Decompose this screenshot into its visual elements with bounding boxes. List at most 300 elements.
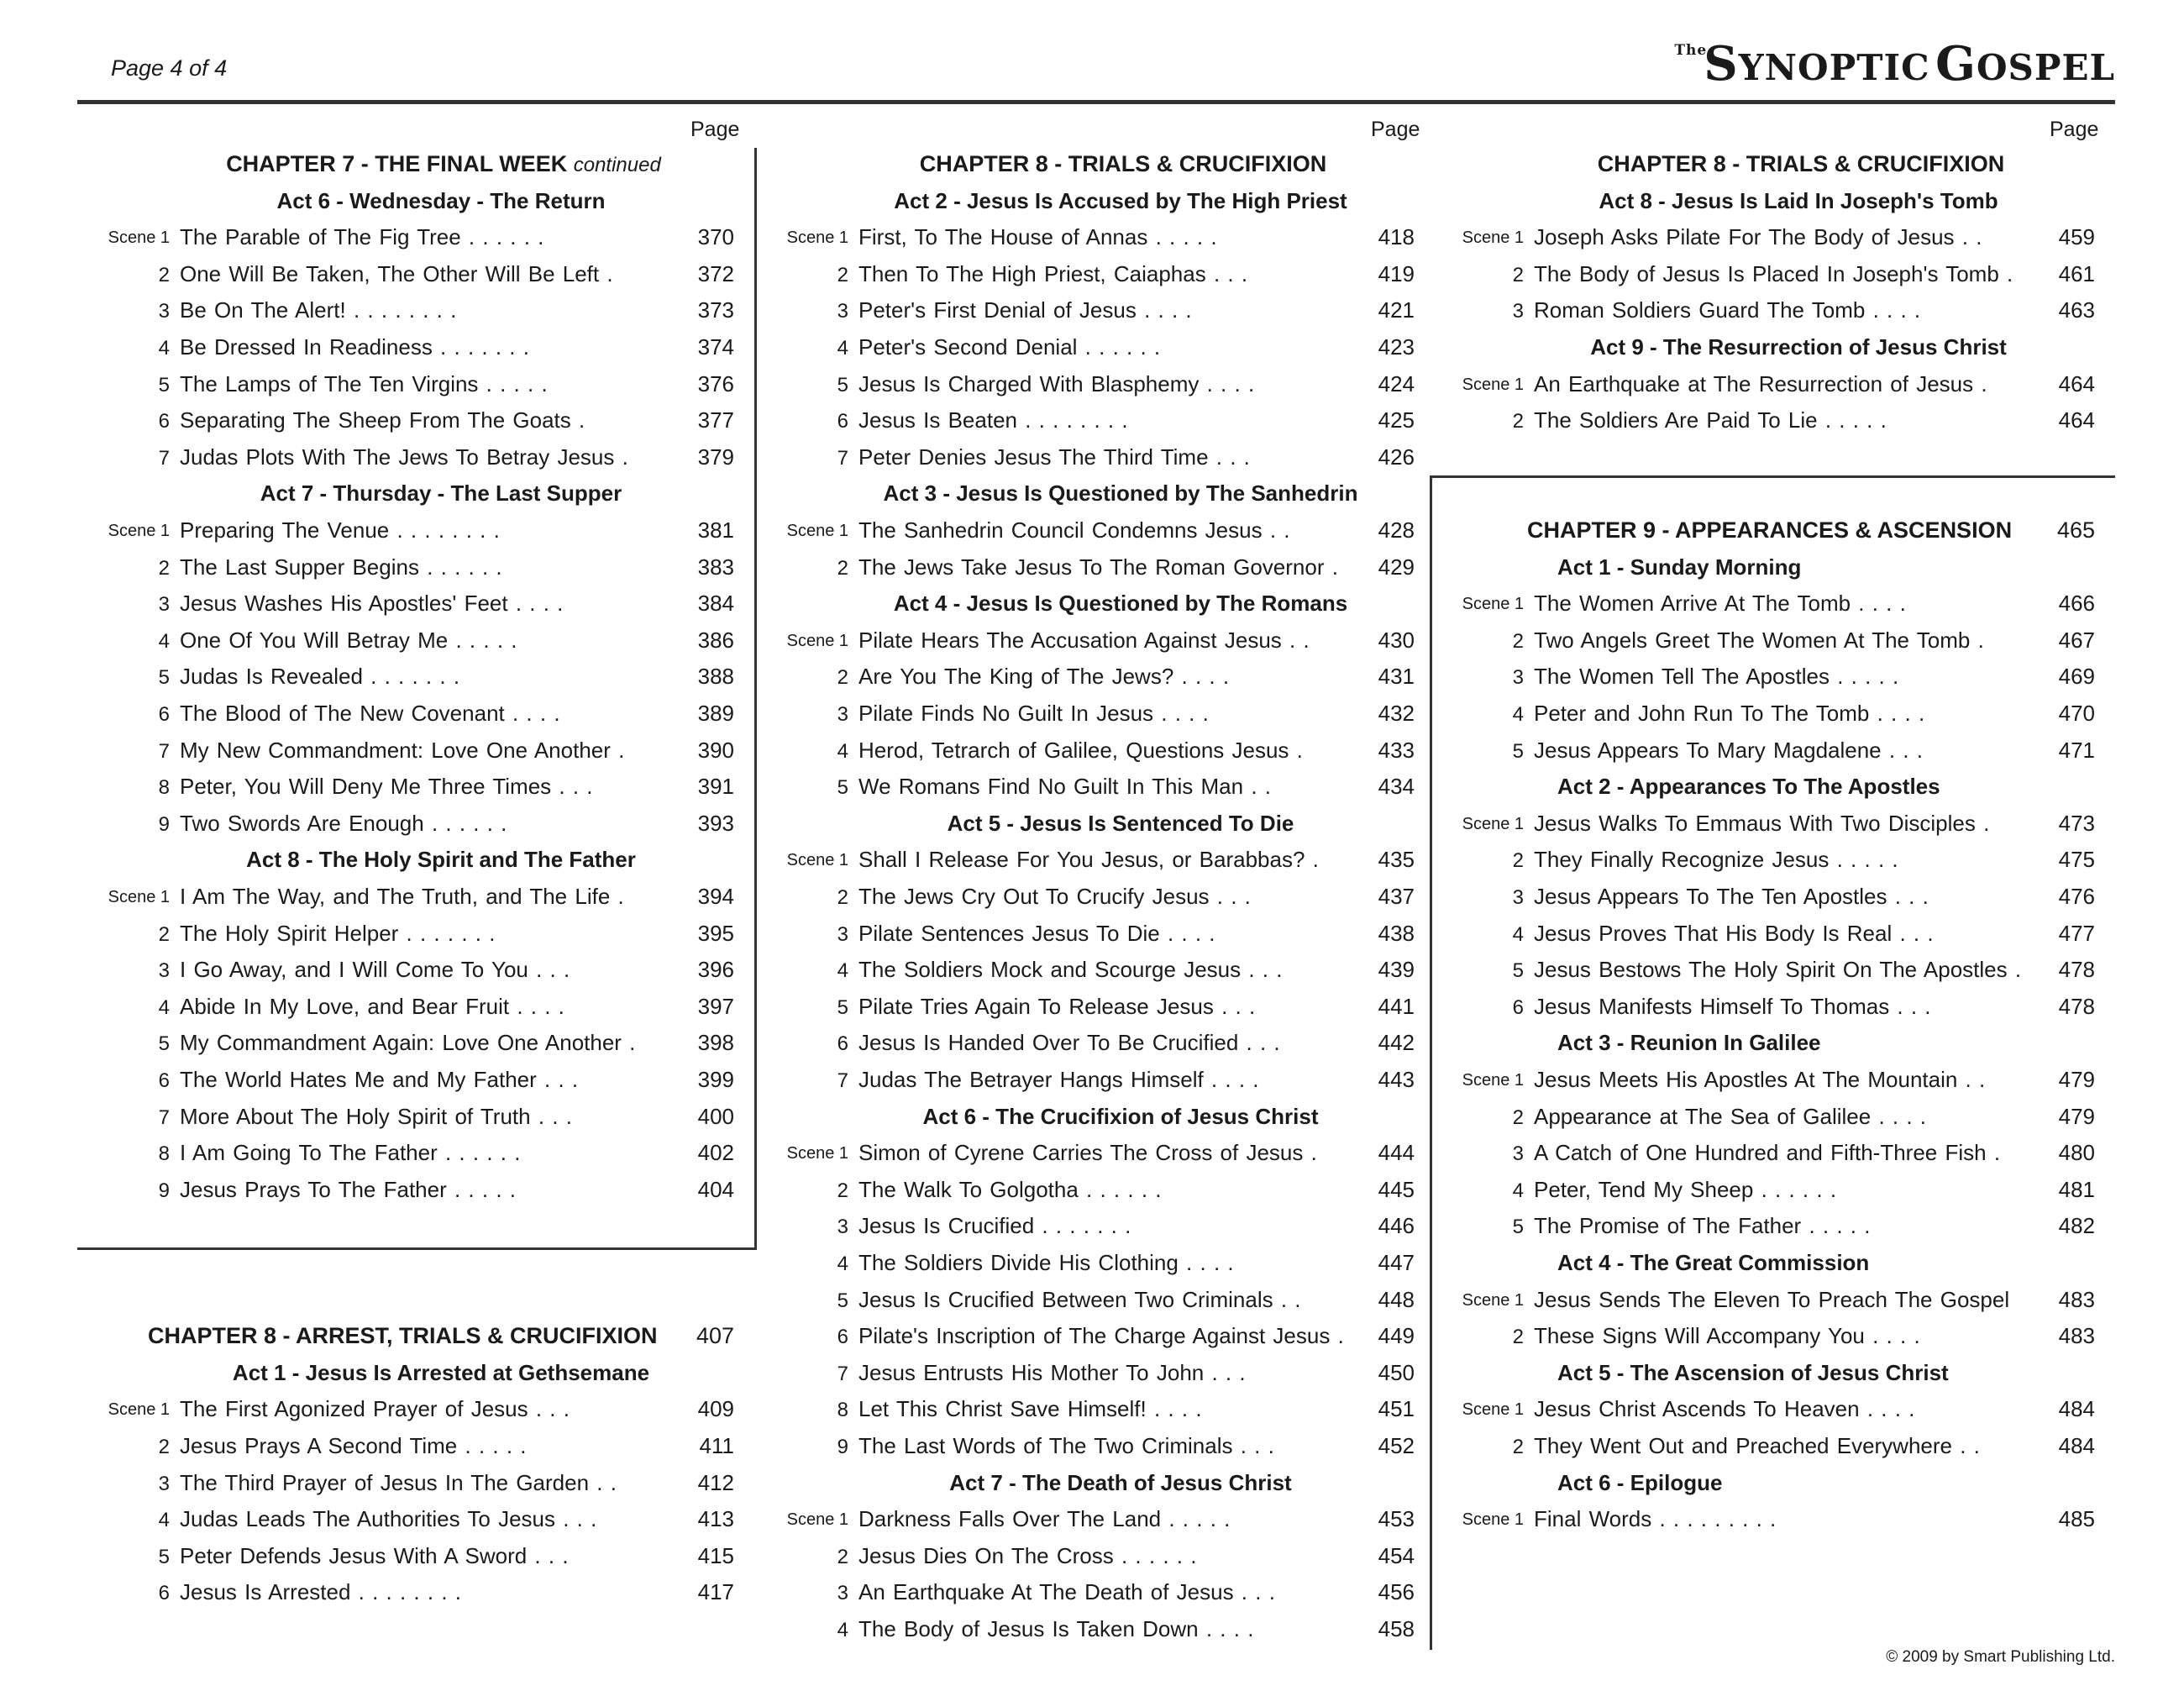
toc-entry[interactable] bbox=[756, 1393, 1435, 1429]
scene-number: 4 bbox=[158, 1509, 170, 1532]
toc-entry[interactable] bbox=[77, 331, 754, 367]
page-number: 377 bbox=[697, 407, 734, 433]
scene-number: 2 bbox=[1512, 263, 1524, 286]
page-number: 454 bbox=[1378, 1542, 1415, 1568]
page-number: 393 bbox=[697, 810, 734, 836]
scene-title: Peter, You Will Deny Me Three Times . . . bbox=[180, 774, 593, 800]
toc-entry[interactable] bbox=[756, 1063, 1435, 1100]
toc-entry[interactable] bbox=[756, 514, 1435, 550]
page-number: 426 bbox=[1378, 444, 1415, 470]
act-heading bbox=[756, 185, 1435, 221]
toc-entry[interactable] bbox=[756, 990, 1435, 1027]
toc-entry[interactable] bbox=[1431, 917, 2115, 953]
act-title: Act 4 - The Great Commission bbox=[1557, 1250, 1870, 1275]
page-number: 459 bbox=[2058, 224, 2095, 250]
scene-number: 5 bbox=[158, 666, 170, 690]
chapter-title: CHAPTER 7 - THE FINAL WEEK bbox=[226, 151, 568, 176]
toc-entry[interactable] bbox=[1431, 843, 2115, 880]
page-number: 471 bbox=[2058, 737, 2095, 763]
scene-number: 7 bbox=[158, 1105, 170, 1129]
page-number: 428 bbox=[1378, 517, 1415, 543]
page-number: 391 bbox=[697, 774, 734, 800]
chapter-title: CHAPTER 8 - ARREST, TRIALS & CRUCIFIXION bbox=[148, 1323, 658, 1349]
toc-entry[interactable] bbox=[1431, 1320, 2115, 1356]
scene-number: 3 bbox=[1512, 1142, 1524, 1166]
scene-title: Jesus Meets His Apostles At The Mountain . . bbox=[1534, 1067, 1986, 1092]
chapter-heading bbox=[756, 148, 1435, 184]
toc-entry[interactable] bbox=[756, 1613, 1435, 1649]
scene-label: Scene 1 bbox=[786, 522, 848, 540]
page-column-label: Page bbox=[690, 118, 740, 141]
toc-entry[interactable] bbox=[1431, 1430, 2115, 1466]
toc-entry[interactable] bbox=[756, 1284, 1435, 1320]
page-number: 421 bbox=[1378, 297, 1415, 323]
toc-entry[interactable] bbox=[756, 880, 1435, 916]
scene-number: 2 bbox=[837, 886, 848, 909]
toc-entry[interactable] bbox=[756, 1357, 1435, 1393]
scene-number: 4 bbox=[837, 1619, 848, 1641]
scene-number: 2 bbox=[837, 666, 848, 690]
act-title: Act 1 - Jesus Is Arrested at Gethsemane bbox=[232, 1359, 650, 1385]
scene-title: Judas The Betrayer Hangs Himself . . . . bbox=[858, 1067, 1259, 1092]
scene-title: These Signs Will Accompany You . . . . bbox=[1534, 1323, 1920, 1349]
toc-entry[interactable] bbox=[756, 917, 1435, 953]
scene-number: 5 bbox=[837, 373, 848, 396]
scene-number: 3 bbox=[1512, 300, 1524, 323]
toc-entry[interactable] bbox=[1431, 221, 2115, 257]
toc-entry[interactable] bbox=[756, 368, 1435, 404]
toc-entry[interactable] bbox=[77, 441, 754, 477]
toc-entry[interactable] bbox=[756, 1174, 1435, 1210]
scene-title: We Romans Find No Guilt In This Man . . bbox=[858, 774, 1272, 800]
act-title: Act 5 - The Ascension of Jesus Christ bbox=[1557, 1359, 1949, 1385]
page-number: 383 bbox=[697, 554, 734, 580]
scene-title: The Body of Jesus Is Taken Down . . . . bbox=[858, 1616, 1254, 1641]
scene-title: Herod, Tetrarch of Galilee, Questions Jesus . bbox=[858, 737, 1303, 763]
toc-entry[interactable] bbox=[756, 1540, 1435, 1576]
scene-number: 6 bbox=[837, 410, 848, 433]
scene-number: 3 bbox=[837, 1582, 848, 1605]
scene-title: Peter Defends Jesus With A Sword . . . bbox=[180, 1542, 569, 1568]
page-number: 399 bbox=[697, 1067, 734, 1092]
toc-entry[interactable] bbox=[1431, 1137, 2115, 1173]
scene-number: 2 bbox=[837, 263, 848, 286]
scene-title: Two Swords Are Enough . . . . . . bbox=[180, 810, 507, 836]
page-number: 395 bbox=[697, 920, 734, 946]
scene-title: Final Words . . . . . . . . . bbox=[1534, 1506, 1777, 1532]
scene-number: 5 bbox=[158, 1545, 170, 1568]
toc-entry[interactable] bbox=[1431, 404, 2115, 440]
scene-number: 5 bbox=[837, 1289, 848, 1312]
scene-title: Jesus Is Crucified Between Two Criminals . . bbox=[858, 1286, 1301, 1312]
toc-entry[interactable] bbox=[77, 990, 754, 1027]
toc-entry[interactable] bbox=[77, 1430, 754, 1466]
scene-title: Appearance at The Sea of Galilee . . . . bbox=[1534, 1103, 1927, 1129]
act-heading bbox=[1431, 770, 2115, 806]
scene-title: The Parable of The Fig Tree . . . . . . bbox=[180, 224, 544, 250]
act-title: Act 8 - Jesus Is Laid In Joseph's Tomb bbox=[1599, 187, 1998, 213]
toc-entry[interactable] bbox=[77, 1027, 754, 1063]
chapter-heading bbox=[77, 1320, 754, 1356]
toc-entry[interactable] bbox=[77, 587, 754, 623]
page-number: 463 bbox=[2058, 297, 2095, 323]
scene-title: I Go Away, and I Will Come To You . . . bbox=[180, 957, 570, 983]
toc-entry[interactable] bbox=[756, 1430, 1435, 1466]
scene-title: They Went Out and Preached Everywhere . . bbox=[1534, 1433, 1980, 1458]
page-number: 372 bbox=[697, 260, 734, 286]
toc-entry[interactable] bbox=[756, 441, 1435, 477]
scene-label: Scene 1 bbox=[786, 1144, 848, 1163]
page-number: 451 bbox=[1378, 1396, 1415, 1422]
page-number: 373 bbox=[697, 297, 734, 323]
scene-number: 3 bbox=[158, 1472, 170, 1495]
page-number: 461 bbox=[2058, 260, 2095, 286]
page-number: 412 bbox=[697, 1469, 734, 1495]
act-heading bbox=[1431, 1027, 2115, 1063]
toc-entry[interactable] bbox=[77, 514, 754, 550]
toc-entry[interactable] bbox=[756, 1503, 1435, 1539]
page-number: 482 bbox=[2058, 1213, 2095, 1239]
toc-entry[interactable] bbox=[756, 770, 1435, 806]
page-number: 435 bbox=[1378, 847, 1415, 873]
scene-number: 3 bbox=[837, 300, 848, 323]
scene-title: Two Angels Greet The Women At The Tomb . bbox=[1534, 627, 1984, 653]
act-title: Act 3 - Reunion In Galilee bbox=[1557, 1030, 1821, 1056]
scene-title: An Earthquake at The Resurrection of Jesus . bbox=[1534, 370, 1987, 396]
toc-entry[interactable] bbox=[756, 1320, 1435, 1356]
page-number: 475 bbox=[2058, 847, 2095, 873]
chapter-heading bbox=[1431, 514, 2115, 550]
scene-title: Jesus Is Beaten . . . . . . . . bbox=[858, 407, 1128, 433]
scene-title: Jesus Manifests Himself To Thomas . . . bbox=[1534, 993, 1931, 1019]
page-number: 400 bbox=[697, 1103, 734, 1129]
toc-entry[interactable] bbox=[756, 1247, 1435, 1283]
scene-number: 5 bbox=[837, 776, 848, 800]
toc-entry[interactable] bbox=[756, 1027, 1435, 1063]
toc-entry[interactable] bbox=[77, 624, 754, 660]
toc-entry[interactable] bbox=[756, 1137, 1435, 1173]
toc-entry[interactable] bbox=[77, 1393, 754, 1429]
act-title: Act 6 - The Crucifixion of Jesus Christ bbox=[922, 1103, 1319, 1129]
toc-entry[interactable] bbox=[1431, 624, 2115, 660]
act-heading bbox=[1431, 1357, 2115, 1393]
page-number: 418 bbox=[1378, 224, 1415, 250]
act-heading bbox=[77, 843, 754, 880]
toc-entry[interactable] bbox=[756, 843, 1435, 880]
scene-title: Jesus Bestows The Holy Spirit On The Apostles . bbox=[1534, 957, 2022, 983]
scene-title: Then To The High Priest, Caiaphas . . . bbox=[858, 260, 1248, 286]
toc-entry[interactable] bbox=[77, 734, 754, 770]
scene-number: 2 bbox=[158, 922, 170, 946]
act-title: Act 6 - Wednesday - The Return bbox=[276, 187, 606, 213]
page-number: 402 bbox=[697, 1140, 734, 1166]
page-number: 456 bbox=[1378, 1579, 1415, 1605]
scene-number: 3 bbox=[1512, 886, 1524, 909]
toc-entry[interactable] bbox=[77, 551, 754, 587]
page-number: 450 bbox=[1378, 1359, 1415, 1385]
copyright-notice: © 2009 by Smart Publishing Ltd. bbox=[1886, 1648, 2115, 1666]
scene-number: 7 bbox=[158, 739, 170, 763]
page-number: 409 bbox=[697, 1396, 734, 1422]
scene-number: 4 bbox=[837, 337, 848, 360]
toc-entry[interactable] bbox=[77, 1540, 754, 1576]
scene-label: Scene 1 bbox=[786, 1510, 848, 1530]
page-number: 423 bbox=[1378, 334, 1415, 360]
scene-number: 4 bbox=[837, 959, 848, 983]
scene-title: The Sanhedrin Council Condemns Jesus . . bbox=[858, 517, 1290, 543]
toc-entry[interactable] bbox=[1431, 953, 2115, 990]
toc-entry[interactable] bbox=[1431, 1174, 2115, 1210]
page-number: 458 bbox=[1378, 1616, 1415, 1641]
toc-entry[interactable] bbox=[77, 660, 754, 696]
scene-title: Simon of Cyrene Carries The Cross of Jesus . bbox=[858, 1140, 1317, 1166]
toc-entry[interactable] bbox=[756, 551, 1435, 587]
scene-title: Jesus Is Arrested . . . . . . . . bbox=[180, 1579, 461, 1605]
scene-title: Pilate Sentences Jesus To Die . . . . bbox=[858, 920, 1215, 946]
toc-entry[interactable] bbox=[77, 294, 754, 330]
scene-title: Judas Leads The Authorities To Jesus . . . bbox=[180, 1506, 597, 1532]
chapter-heading bbox=[77, 148, 754, 184]
toc-entry[interactable] bbox=[1431, 368, 2115, 404]
scene-number: 2 bbox=[1512, 1326, 1524, 1349]
toc-entry[interactable] bbox=[1431, 660, 2115, 696]
act-heading bbox=[1431, 331, 2115, 367]
page-number: 386 bbox=[697, 627, 734, 653]
toc-entry[interactable] bbox=[77, 404, 754, 440]
toc-entry[interactable] bbox=[756, 221, 1435, 257]
scene-title: An Earthquake At The Death of Jesus . . . bbox=[858, 1579, 1275, 1605]
toc-entry[interactable] bbox=[1431, 697, 2115, 733]
scene-title: Pilate Hears The Accusation Against Jesus . . bbox=[858, 627, 1310, 653]
scene-number: 6 bbox=[158, 1069, 170, 1092]
scene-number: 2 bbox=[837, 556, 848, 580]
scene-label: Scene 1 bbox=[786, 851, 848, 870]
toc-entry[interactable] bbox=[77, 1174, 754, 1210]
scene-title: The Jews Cry Out To Crucify Jesus . . . bbox=[858, 884, 1251, 909]
act-title: Act 8 - The Holy Spirit and The Father bbox=[246, 847, 636, 873]
page-number: 449 bbox=[1378, 1323, 1415, 1349]
scene-label: Scene 1 bbox=[1462, 595, 1524, 614]
act-heading bbox=[756, 1100, 1435, 1137]
toc-entry[interactable] bbox=[1431, 734, 2115, 770]
scene-number: 6 bbox=[837, 1032, 848, 1056]
act-heading bbox=[1431, 1467, 2115, 1503]
page-number: 443 bbox=[1378, 1067, 1415, 1092]
act-heading bbox=[1431, 1247, 2115, 1283]
page-number: 434 bbox=[1378, 774, 1415, 800]
page-number: 480 bbox=[2058, 1140, 2095, 1166]
toc-entry[interactable] bbox=[77, 221, 754, 257]
toc-entry[interactable] bbox=[1431, 807, 2115, 843]
act-heading bbox=[77, 1357, 754, 1393]
toc-entry[interactable] bbox=[756, 1576, 1435, 1612]
page-number: 396 bbox=[697, 957, 734, 983]
scene-title: The Holy Spirit Helper . . . . . . . bbox=[180, 920, 496, 946]
page-number: 429 bbox=[1378, 554, 1415, 580]
scene-title: The Promise of The Father . . . . . bbox=[1534, 1213, 1871, 1239]
page-number: 370 bbox=[697, 224, 734, 250]
scene-title: Peter's Second Denial . . . . . . bbox=[858, 334, 1161, 360]
toc-entry[interactable] bbox=[77, 770, 754, 806]
scene-title: The Blood of The New Covenant . . . . bbox=[180, 701, 560, 726]
scene-number: 6 bbox=[1512, 995, 1524, 1019]
scene-title: I Am Going To The Father . . . . . . bbox=[180, 1140, 521, 1166]
scene-title: My New Commandment: Love One Another . bbox=[180, 737, 625, 763]
scene-title: Jesus Walks To Emmaus With Two Disciples . bbox=[1534, 810, 1990, 836]
scene-title: Roman Soldiers Guard The Tomb . . . . bbox=[1534, 297, 1921, 323]
scene-label: Scene 1 bbox=[786, 228, 848, 248]
toc-entry[interactable] bbox=[756, 404, 1435, 440]
toc-entry[interactable] bbox=[1431, 1063, 2115, 1100]
scene-label: Scene 1 bbox=[108, 888, 170, 906]
toc-entry[interactable] bbox=[1431, 1393, 2115, 1429]
scene-label: Scene 1 bbox=[1462, 375, 1524, 394]
toc-entry[interactable] bbox=[1431, 294, 2115, 330]
toc-entry[interactable] bbox=[77, 953, 754, 990]
page-number: 452 bbox=[1378, 1433, 1415, 1458]
scene-number: 2 bbox=[1512, 1436, 1524, 1458]
scene-label: Scene 1 bbox=[108, 228, 170, 248]
scene-title: The Body of Jesus Is Placed In Joseph's Tomb . bbox=[1534, 260, 2013, 286]
act-heading bbox=[756, 477, 1435, 513]
act-title: Act 2 - Appearances To The Apostles bbox=[1557, 774, 1940, 800]
toc-entry[interactable] bbox=[1431, 258, 2115, 294]
page-number: 431 bbox=[1378, 664, 1415, 690]
toc-entry[interactable] bbox=[77, 1063, 754, 1100]
toc-entry[interactable] bbox=[77, 368, 754, 404]
page-number: 411 bbox=[699, 1433, 734, 1458]
scene-label: Scene 1 bbox=[1462, 1400, 1524, 1420]
scene-title: Peter's First Denial of Jesus . . . . bbox=[858, 297, 1192, 323]
page-number: 438 bbox=[1378, 920, 1415, 946]
toc-entry[interactable] bbox=[756, 258, 1435, 294]
scene-label: Scene 1 bbox=[1462, 228, 1524, 248]
scene-number: 5 bbox=[1512, 739, 1524, 763]
page-number: 484 bbox=[2058, 1433, 2095, 1458]
scene-title: Be On The Alert! . . . . . . . . bbox=[180, 297, 457, 323]
scene-number: 3 bbox=[837, 703, 848, 726]
scene-number: 4 bbox=[837, 1252, 848, 1275]
toc-entry[interactable] bbox=[77, 917, 754, 953]
toc-entry[interactable] bbox=[756, 624, 1435, 660]
toc-entry[interactable] bbox=[77, 1467, 754, 1503]
section-rule bbox=[77, 1247, 757, 1250]
page-number: 466 bbox=[2058, 591, 2095, 617]
synoptic-gospel-logo: TheSYNOPTIC GOSPEL bbox=[1674, 36, 2115, 92]
scene-number: 8 bbox=[158, 776, 170, 800]
column-divider bbox=[1430, 475, 1432, 1650]
page-number: 446 bbox=[1378, 1213, 1415, 1239]
page-number: 394 bbox=[697, 884, 734, 909]
scene-number: 8 bbox=[158, 1142, 170, 1166]
scene-title: The World Hates Me and My Father . . . bbox=[180, 1067, 579, 1092]
scene-number: 3 bbox=[158, 959, 170, 983]
scene-title: Peter, Tend My Sheep . . . . . . bbox=[1534, 1176, 1837, 1202]
scene-number: 6 bbox=[158, 703, 170, 726]
toc-entry[interactable] bbox=[1431, 587, 2115, 623]
scene-title: The Third Prayer of Jesus In The Garden . . bbox=[180, 1469, 617, 1495]
header-rule bbox=[77, 100, 2115, 104]
page-number: 478 bbox=[2058, 957, 2095, 983]
toc-entry[interactable] bbox=[77, 1100, 754, 1137]
page-number: 470 bbox=[2058, 701, 2095, 726]
scene-number: 4 bbox=[158, 629, 170, 653]
scene-title: Peter and John Run To The Tomb . . . . bbox=[1534, 701, 1925, 726]
scene-number: 7 bbox=[837, 1069, 848, 1092]
act-title: Act 2 - Jesus Is Accused by The High Priest bbox=[894, 187, 1347, 213]
scene-number: 2 bbox=[158, 556, 170, 580]
toc-entry[interactable] bbox=[77, 697, 754, 733]
scene-number: 3 bbox=[1512, 666, 1524, 690]
scene-number: 3 bbox=[837, 922, 848, 946]
toc-entry[interactable] bbox=[77, 807, 754, 843]
toc-entry[interactable] bbox=[756, 1210, 1435, 1246]
toc-entry[interactable] bbox=[77, 1576, 754, 1612]
scene-number: 3 bbox=[837, 1216, 848, 1239]
toc-entry[interactable] bbox=[756, 294, 1435, 330]
toc-entry[interactable] bbox=[77, 258, 754, 294]
scene-number: 2 bbox=[837, 1545, 848, 1568]
page-number: 473 bbox=[2058, 810, 2095, 836]
toc-entry[interactable] bbox=[1431, 1100, 2115, 1137]
toc-entry[interactable] bbox=[1431, 1284, 2115, 1320]
page-number: 374 bbox=[697, 334, 734, 360]
scene-title: The Soldiers Are Paid To Lie . . . . . bbox=[1534, 407, 1887, 433]
scene-title: Jesus Dies On The Cross . . . . . . bbox=[858, 1542, 1197, 1568]
toc-entry[interactable] bbox=[756, 697, 1435, 733]
page-number: 477 bbox=[2058, 920, 2095, 946]
scene-title: The Jews Take Jesus To The Roman Governor . bbox=[858, 554, 1338, 580]
toc-entry[interactable] bbox=[1431, 990, 2115, 1027]
toc-entry[interactable] bbox=[1431, 1503, 2115, 1539]
toc-entry[interactable] bbox=[1431, 1210, 2115, 1246]
scene-number: 8 bbox=[837, 1399, 848, 1422]
page-number: 483 bbox=[2058, 1323, 2095, 1349]
scene-label: Scene 1 bbox=[108, 522, 170, 540]
toc-entry[interactable] bbox=[77, 1503, 754, 1539]
toc-entry[interactable] bbox=[77, 880, 754, 916]
chapter-title: CHAPTER 9 - APPEARANCES & ASCENSION bbox=[1527, 517, 2013, 543]
page-number: 432 bbox=[1378, 701, 1415, 726]
scene-number: 4 bbox=[1512, 703, 1524, 726]
toc-entry[interactable] bbox=[77, 1137, 754, 1173]
scene-title: Judas Is Revealed . . . . . . . bbox=[180, 664, 460, 690]
scene-title: The Women Arrive At The Tomb . . . . bbox=[1534, 591, 1906, 617]
toc-entry[interactable] bbox=[756, 660, 1435, 696]
page-number: 453 bbox=[1378, 1506, 1415, 1532]
toc-entry[interactable] bbox=[1431, 880, 2115, 916]
page-number: 479 bbox=[2058, 1103, 2095, 1129]
scene-title: Jesus Prays A Second Time . . . . . bbox=[180, 1433, 527, 1458]
toc-entry[interactable] bbox=[756, 953, 1435, 990]
page-column-label: Page bbox=[1371, 118, 1420, 141]
scene-title: Jesus Prays To The Father . . . . . bbox=[180, 1176, 516, 1202]
scene-title: Pilate Finds No Guilt In Jesus . . . . bbox=[858, 701, 1209, 726]
chapter-title: CHAPTER 8 - TRIALS & CRUCIFIXION bbox=[919, 151, 1327, 176]
scene-number: 9 bbox=[158, 1179, 170, 1202]
act-heading bbox=[77, 185, 754, 221]
scene-title: Are You The King of The Jews? . . . . bbox=[858, 664, 1230, 690]
toc-entry[interactable] bbox=[756, 331, 1435, 367]
scene-number: 5 bbox=[1512, 959, 1524, 983]
page-number: 464 bbox=[2058, 407, 2095, 433]
act-heading bbox=[77, 477, 754, 513]
page-number: 398 bbox=[697, 1030, 734, 1056]
scene-title: One Will Be Taken, The Other Will Be Left . bbox=[180, 260, 613, 286]
toc-entry[interactable] bbox=[756, 734, 1435, 770]
act-title: Act 3 - Jesus Is Questioned by The Sanhedrin bbox=[883, 481, 1358, 507]
section-rule bbox=[1430, 475, 2115, 478]
